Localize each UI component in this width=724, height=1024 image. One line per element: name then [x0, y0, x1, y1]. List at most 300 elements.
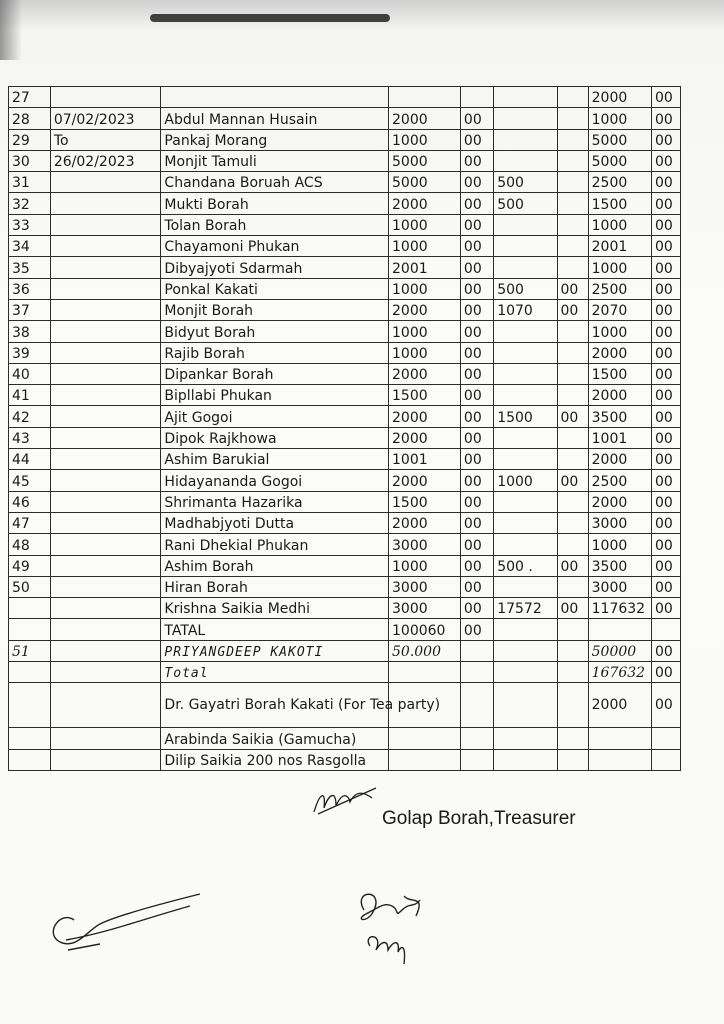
table-row	[9, 555, 681, 576]
cell-f: 00	[651, 470, 680, 491]
cell-f: 00	[651, 363, 680, 384]
cell-b	[460, 683, 493, 728]
cell-d	[557, 172, 588, 193]
cell-d	[557, 108, 588, 129]
cell-name: Total	[161, 662, 389, 683]
table-row	[9, 342, 681, 363]
cell-sl: 27	[9, 87, 51, 108]
cell-sl	[9, 619, 51, 640]
cell-a: 1000	[389, 214, 461, 235]
table-row	[9, 87, 681, 108]
cell-date: To	[50, 129, 161, 150]
cell-f: 00	[651, 172, 680, 193]
cell-d	[557, 193, 588, 214]
cell-a: 2000	[389, 427, 461, 448]
cell-date	[50, 385, 161, 406]
cell-c	[494, 749, 557, 770]
cell-f: 00	[651, 512, 680, 533]
cell-date	[50, 214, 161, 235]
cell-a: 3000	[389, 534, 461, 555]
cell-c	[494, 427, 557, 448]
cell-name: Ajit Gogoi	[161, 406, 389, 427]
cell-b: 00	[460, 363, 493, 384]
cell-e: 2001	[588, 236, 651, 257]
table-row	[9, 619, 681, 640]
cell-d	[557, 662, 588, 683]
cell-e: 2000	[588, 342, 651, 363]
cell-a	[389, 662, 461, 683]
cell-b: 00	[460, 576, 493, 597]
cell-f: 00	[651, 598, 680, 619]
cell-c: 500	[494, 172, 557, 193]
cell-a: 1000	[389, 129, 461, 150]
table-row	[9, 728, 681, 749]
cell-f: 00	[651, 449, 680, 470]
cell-d	[557, 427, 588, 448]
cell-d	[557, 342, 588, 363]
table-row	[9, 236, 681, 257]
cell-d: 00	[557, 470, 588, 491]
cell-a: 1001	[389, 449, 461, 470]
cell-e: 2500	[588, 172, 651, 193]
cell-sl: 37	[9, 299, 51, 320]
cell-b: 00	[460, 278, 493, 299]
cell-sl: 28	[9, 108, 51, 129]
cell-e: 117632	[588, 598, 651, 619]
cell-sl: 33	[9, 214, 51, 235]
cell-d	[557, 749, 588, 770]
cell-a: 2000	[389, 512, 461, 533]
cell-d	[557, 449, 588, 470]
cell-sl	[9, 749, 51, 770]
table-row	[9, 683, 681, 728]
cell-d	[557, 321, 588, 342]
cell-e: 3000	[588, 512, 651, 533]
cell-e: 1000	[588, 108, 651, 129]
cell-c	[494, 321, 557, 342]
cell-c: 500 .	[494, 555, 557, 576]
cell-a: 2000	[389, 470, 461, 491]
cell-date	[50, 555, 161, 576]
cell-e: 1000	[588, 321, 651, 342]
table-row	[9, 278, 681, 299]
cell-date	[50, 257, 161, 278]
cell-date	[50, 576, 161, 597]
cell-date	[50, 728, 161, 749]
cell-sl: 50	[9, 576, 51, 597]
cell-name: Monjit Borah	[161, 299, 389, 320]
cell-b: 00	[460, 236, 493, 257]
cell-name: Shrimanta Hazarika	[161, 491, 389, 512]
cell-a: 2000	[389, 299, 461, 320]
cell-sl: 43	[9, 427, 51, 448]
cell-name: PRIYANGDEEP KAKOTI	[161, 640, 389, 661]
cell-sl: 45	[9, 470, 51, 491]
table-row	[9, 129, 681, 150]
cell-c: 1070	[494, 299, 557, 320]
cell-sl: 42	[9, 406, 51, 427]
cell-e: 1001	[588, 427, 651, 448]
table-row	[9, 299, 681, 320]
cell-d	[557, 257, 588, 278]
cell-e: 3500	[588, 406, 651, 427]
treasurer-label: Golap Borah,Treasurer	[382, 808, 576, 829]
cell-name: Rajib Borah	[161, 342, 389, 363]
table-row	[9, 470, 681, 491]
cell-date	[50, 619, 161, 640]
table-row	[9, 172, 681, 193]
table-row	[9, 193, 681, 214]
cell-sl: 44	[9, 449, 51, 470]
cell-a: 1500	[389, 385, 461, 406]
cell-name: Dipankar Borah	[161, 363, 389, 384]
table-row	[9, 512, 681, 533]
cell-a: 5000	[389, 150, 461, 171]
cell-e: 2000	[588, 491, 651, 512]
cell-d	[557, 728, 588, 749]
cell-b	[460, 728, 493, 749]
cell-c	[494, 385, 557, 406]
cell-sl: 51	[9, 640, 51, 661]
cell-sl: 38	[9, 321, 51, 342]
cell-name: Ponkal Kakati	[161, 278, 389, 299]
cell-d: 00	[557, 278, 588, 299]
cell-b: 00	[460, 214, 493, 235]
table-row	[9, 662, 681, 683]
cell-f: 00	[651, 662, 680, 683]
cell-a	[389, 728, 461, 749]
cell-e: 167632	[588, 662, 651, 683]
cell-b	[460, 87, 493, 108]
cell-e: 2000	[588, 87, 651, 108]
cell-name: Dilip Saikia 200 nos Rasgolla	[161, 749, 389, 770]
cell-f	[651, 619, 680, 640]
cell-e: 2070	[588, 299, 651, 320]
cell-b	[460, 640, 493, 661]
cell-sl: 29	[9, 129, 51, 150]
cell-date	[50, 491, 161, 512]
cell-b: 00	[460, 470, 493, 491]
cell-d: 00	[557, 598, 588, 619]
cell-c: 1500	[494, 406, 557, 427]
table-row	[9, 150, 681, 171]
cell-a: 2000	[389, 406, 461, 427]
table-row	[9, 576, 681, 597]
cell-c	[494, 449, 557, 470]
ledger-table	[8, 86, 681, 771]
cell-b: 00	[460, 385, 493, 406]
cell-name: Dipok Rajkhowa	[161, 427, 389, 448]
table-row	[9, 321, 681, 342]
cell-f: 00	[651, 129, 680, 150]
cell-a: 50.000	[389, 640, 461, 661]
signature-secretary	[344, 880, 434, 970]
cell-b: 00	[460, 150, 493, 171]
cell-d	[557, 87, 588, 108]
cell-date	[50, 512, 161, 533]
cell-e: 3500	[588, 555, 651, 576]
cell-e	[588, 749, 651, 770]
table-row	[9, 108, 681, 129]
cell-date	[50, 470, 161, 491]
cell-f: 00	[651, 385, 680, 406]
cell-date	[50, 193, 161, 214]
cell-f: 00	[651, 214, 680, 235]
cell-d	[557, 534, 588, 555]
cell-e: 2000	[588, 449, 651, 470]
cell-sl	[9, 662, 51, 683]
cell-sl: 36	[9, 278, 51, 299]
table-row	[9, 640, 681, 661]
cell-name: Chayamoni Phukan	[161, 236, 389, 257]
cell-b	[460, 749, 493, 770]
cell-sl: 47	[9, 512, 51, 533]
cell-b: 00	[460, 427, 493, 448]
cell-f: 00	[651, 257, 680, 278]
table-row	[9, 214, 681, 235]
cell-a: 2000	[389, 363, 461, 384]
cell-e: 1000	[588, 257, 651, 278]
cell-b: 00	[460, 555, 493, 576]
cell-d: 00	[557, 406, 588, 427]
cell-name: Dr. Gayatri Borah Kakati (For Tea party)	[161, 683, 389, 728]
cell-c	[494, 363, 557, 384]
cell-a	[389, 749, 461, 770]
cell-e	[588, 728, 651, 749]
cell-c	[494, 662, 557, 683]
cell-c	[494, 257, 557, 278]
table-row	[9, 257, 681, 278]
cell-name	[161, 87, 389, 108]
cell-b	[460, 662, 493, 683]
cell-c	[494, 728, 557, 749]
cell-date	[50, 342, 161, 363]
cell-f	[651, 749, 680, 770]
cell-a: 1000	[389, 236, 461, 257]
cell-b: 00	[460, 449, 493, 470]
cell-c	[494, 214, 557, 235]
cell-name: Madhabjyoti Dutta	[161, 512, 389, 533]
cell-name: Bipllabi Phukan	[161, 385, 389, 406]
cell-date	[50, 236, 161, 257]
cell-e: 5000	[588, 129, 651, 150]
cell-e: 2000	[588, 385, 651, 406]
cell-f: 00	[651, 193, 680, 214]
cell-date	[50, 363, 161, 384]
cell-a: 1000	[389, 342, 461, 363]
cell-f: 00	[651, 342, 680, 363]
cell-sl: 31	[9, 172, 51, 193]
cell-date	[50, 172, 161, 193]
cell-a: 1000	[389, 278, 461, 299]
cell-date	[50, 427, 161, 448]
cell-name: Dibyajyoti Sdarmah	[161, 257, 389, 278]
cell-sl: 48	[9, 534, 51, 555]
cell-a: 1000	[389, 321, 461, 342]
cell-b: 00	[460, 321, 493, 342]
cell-sl: 46	[9, 491, 51, 512]
cell-sl	[9, 683, 51, 728]
cell-name: Bidyut Borah	[161, 321, 389, 342]
cell-f: 00	[651, 150, 680, 171]
cell-d	[557, 576, 588, 597]
cell-name: Hiran Borah	[161, 576, 389, 597]
cell-a: 2000	[389, 193, 461, 214]
cell-c	[494, 619, 557, 640]
cell-f: 00	[651, 236, 680, 257]
cell-b: 00	[460, 534, 493, 555]
cell-e: 5000	[588, 150, 651, 171]
cell-name: Abdul Mannan Husain	[161, 108, 389, 129]
cell-f: 00	[651, 576, 680, 597]
cell-c	[494, 491, 557, 512]
cell-c	[494, 576, 557, 597]
cell-a: 1000	[389, 555, 461, 576]
cell-b: 00	[460, 172, 493, 193]
cell-b: 00	[460, 406, 493, 427]
cell-c	[494, 683, 557, 728]
cell-b: 00	[460, 193, 493, 214]
table-row	[9, 749, 681, 770]
cell-e: 3000	[588, 576, 651, 597]
cell-a: 3000	[389, 576, 461, 597]
cell-e: 1000	[588, 534, 651, 555]
cell-f: 00	[651, 108, 680, 129]
cell-d	[557, 214, 588, 235]
cell-sl: 32	[9, 193, 51, 214]
table-row	[9, 363, 681, 384]
cell-date	[50, 299, 161, 320]
cell-f: 00	[651, 640, 680, 661]
cell-a: 2000	[389, 108, 461, 129]
cell-d	[557, 491, 588, 512]
table-row	[9, 534, 681, 555]
cell-sl: 34	[9, 236, 51, 257]
cell-name: Pankaj Morang	[161, 129, 389, 150]
cell-name: Ashim Borah	[161, 555, 389, 576]
cell-name: Rani Dhekial Phukan	[161, 534, 389, 555]
cell-e: 1000	[588, 214, 651, 235]
cell-b: 00	[460, 342, 493, 363]
cell-a: 5000	[389, 172, 461, 193]
cell-b: 00	[460, 491, 493, 512]
cell-date	[50, 534, 161, 555]
cell-b: 00	[460, 512, 493, 533]
cell-name: Krishna Saikia Medhi	[161, 598, 389, 619]
cell-a: 2001	[389, 257, 461, 278]
cell-date	[50, 683, 161, 728]
cell-f: 00	[651, 87, 680, 108]
cell-name: Chandana Boruah ACS	[161, 172, 389, 193]
cell-e: 2000	[588, 683, 651, 728]
scan-edge-bar	[150, 14, 390, 22]
signature-left	[40, 880, 210, 970]
cell-e	[588, 619, 651, 640]
cell-f: 00	[651, 278, 680, 299]
cell-d	[557, 640, 588, 661]
cell-c: 1000	[494, 470, 557, 491]
cell-f: 00	[651, 427, 680, 448]
cell-sl: 49	[9, 555, 51, 576]
cell-d	[557, 683, 588, 728]
cell-b: 00	[460, 129, 493, 150]
table-row	[9, 385, 681, 406]
scan-corner-shadow	[0, 0, 22, 60]
cell-sl: 35	[9, 257, 51, 278]
cell-d	[557, 129, 588, 150]
cell-name: Hidayananda Gogoi	[161, 470, 389, 491]
cell-c	[494, 108, 557, 129]
cell-name: Arabinda Saikia (Gamucha)	[161, 728, 389, 749]
cell-name: TATAL	[161, 619, 389, 640]
cell-a	[389, 87, 461, 108]
cell-d	[557, 619, 588, 640]
table-row	[9, 406, 681, 427]
cell-f: 00	[651, 321, 680, 342]
cell-name: Monjit Tamuli	[161, 150, 389, 171]
cell-sl: 30	[9, 150, 51, 171]
cell-e: 2500	[588, 278, 651, 299]
cell-c	[494, 150, 557, 171]
table-row	[9, 491, 681, 512]
cell-e: 1500	[588, 363, 651, 384]
cell-sl: 40	[9, 363, 51, 384]
cell-c: 500	[494, 193, 557, 214]
cell-date	[50, 278, 161, 299]
cell-date: 26/02/2023	[50, 150, 161, 171]
cell-date	[50, 598, 161, 619]
table-row	[9, 427, 681, 448]
cell-f	[651, 728, 680, 749]
cell-date	[50, 321, 161, 342]
cell-b: 00	[460, 619, 493, 640]
cell-name: Ashim Barukial	[161, 449, 389, 470]
cell-sl	[9, 598, 51, 619]
cell-a: 1500	[389, 491, 461, 512]
cell-b: 00	[460, 108, 493, 129]
cell-f: 00	[651, 683, 680, 728]
cell-f: 00	[651, 555, 680, 576]
cell-date	[50, 662, 161, 683]
cell-c	[494, 534, 557, 555]
cell-c	[494, 236, 557, 257]
cell-d: 00	[557, 299, 588, 320]
cell-b: 00	[460, 299, 493, 320]
cell-c	[494, 87, 557, 108]
cell-f: 00	[651, 534, 680, 555]
cell-date	[50, 640, 161, 661]
cell-c	[494, 342, 557, 363]
cell-e: 50000	[588, 640, 651, 661]
cell-d	[557, 236, 588, 257]
cell-f: 00	[651, 299, 680, 320]
signature-treasurer	[306, 782, 386, 822]
cell-name: Tolan Borah	[161, 214, 389, 235]
cell-f: 00	[651, 406, 680, 427]
cell-date	[50, 749, 161, 770]
cell-c: 17572	[494, 598, 557, 619]
cell-sl	[9, 728, 51, 749]
table-row	[9, 449, 681, 470]
cell-b: 00	[460, 598, 493, 619]
cell-b: 00	[460, 257, 493, 278]
cell-e: 1500	[588, 193, 651, 214]
cell-c	[494, 640, 557, 661]
cell-d	[557, 512, 588, 533]
table-row	[9, 598, 681, 619]
cell-f: 00	[651, 491, 680, 512]
cell-d	[557, 385, 588, 406]
